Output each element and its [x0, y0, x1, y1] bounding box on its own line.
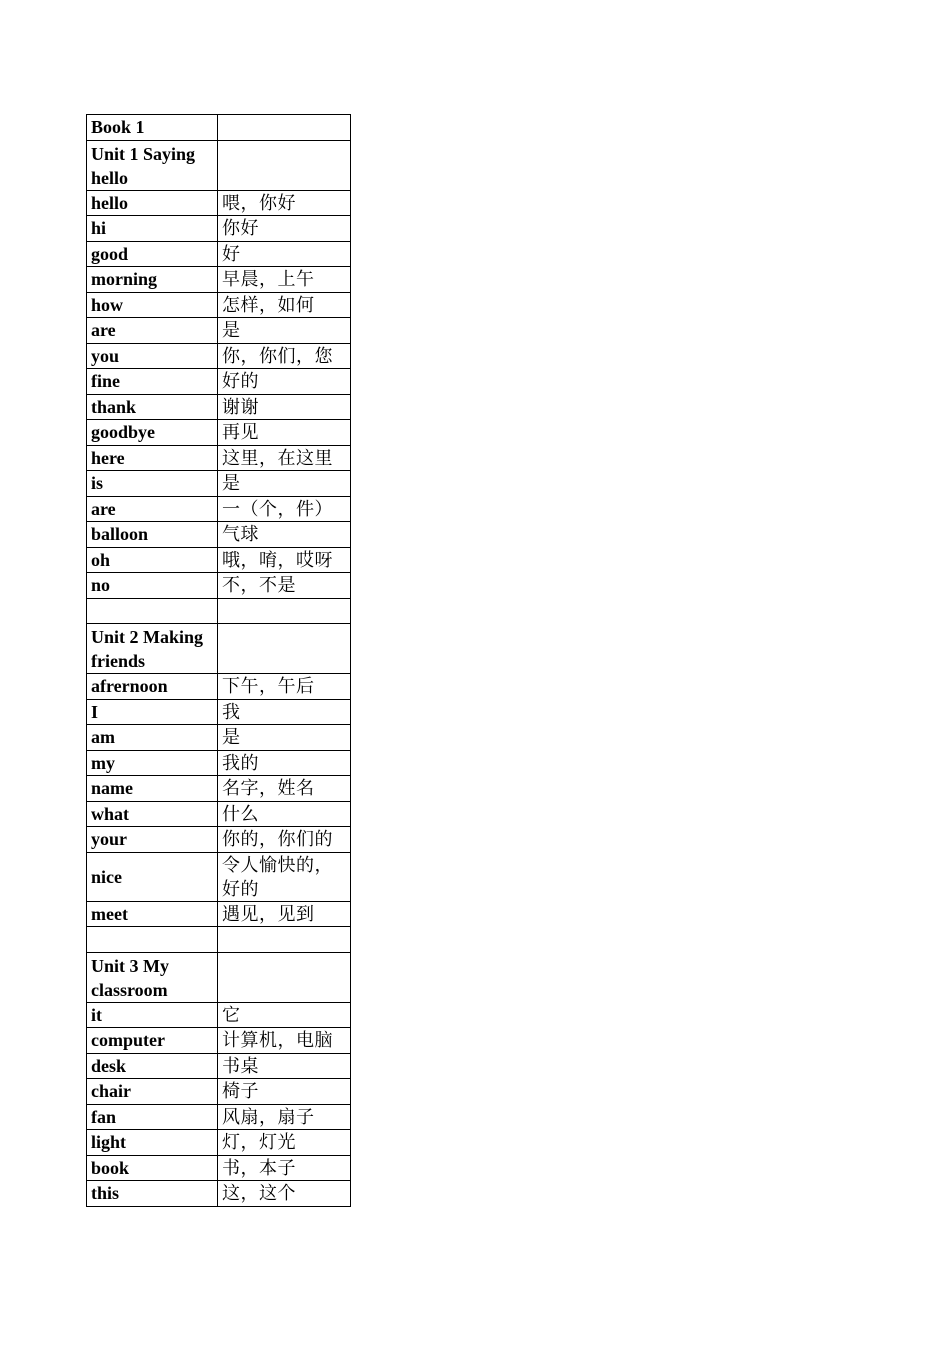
chinese-meaning: 怎样，如何	[218, 292, 351, 318]
english-word	[87, 598, 218, 624]
english-word: it	[87, 1002, 218, 1028]
unit-heading-row	[87, 952, 351, 1002]
chinese-meaning: 你好	[218, 216, 351, 242]
word-row	[87, 674, 351, 700]
word-row	[87, 852, 351, 901]
english-word	[87, 927, 218, 953]
chinese-meaning: 灯，灯光	[218, 1130, 351, 1156]
english-word: here	[87, 445, 218, 471]
vocabulary-table	[86, 114, 351, 1207]
chinese-meaning: 喂，你好	[218, 190, 351, 216]
chinese-meaning	[218, 115, 351, 141]
word-row	[87, 241, 351, 267]
english-word: balloon	[87, 522, 218, 548]
word-row	[87, 1002, 351, 1028]
book-title-row	[87, 115, 351, 141]
chinese-meaning: 早晨，上午	[218, 267, 351, 293]
english-word: hi	[87, 216, 218, 242]
chinese-meaning: 椅子	[218, 1079, 351, 1105]
chinese-meaning: 不，不是	[218, 573, 351, 599]
unit-heading-row	[87, 140, 351, 190]
chinese-meaning: 风扇，扇子	[218, 1104, 351, 1130]
word-row	[87, 1053, 351, 1079]
chinese-meaning	[218, 598, 351, 624]
chinese-meaning: 令人愉快的，好的	[218, 852, 351, 901]
english-word: I	[87, 699, 218, 725]
english-word: this	[87, 1181, 218, 1207]
english-word: oh	[87, 547, 218, 573]
chinese-meaning: 这，这个	[218, 1181, 351, 1207]
word-row	[87, 318, 351, 344]
english-word: hello	[87, 190, 218, 216]
unit-title: Unit 1 Saying hello	[87, 140, 218, 190]
blank-row	[87, 598, 351, 624]
chinese-meaning: 你的，你们的	[218, 827, 351, 853]
chinese-meaning: 气球	[218, 522, 351, 548]
chinese-meaning: 再见	[218, 420, 351, 446]
word-row	[87, 750, 351, 776]
english-word: book	[87, 1155, 218, 1181]
word-row	[87, 292, 351, 318]
chinese-meaning: 下午，午后	[218, 674, 351, 700]
word-row	[87, 1028, 351, 1054]
english-word: what	[87, 801, 218, 827]
word-row	[87, 522, 351, 548]
chinese-meaning: 什么	[218, 801, 351, 827]
chinese-meaning: 这里，在这里	[218, 445, 351, 471]
english-word: morning	[87, 267, 218, 293]
english-word: goodbye	[87, 420, 218, 446]
chinese-meaning: 计算机，电脑	[218, 1028, 351, 1054]
english-word: your	[87, 827, 218, 853]
english-word: thank	[87, 394, 218, 420]
chinese-meaning: 书桌	[218, 1053, 351, 1079]
english-word: how	[87, 292, 218, 318]
blank-row	[87, 927, 351, 953]
chinese-meaning: 它	[218, 1002, 351, 1028]
english-word: meet	[87, 901, 218, 927]
english-word: is	[87, 471, 218, 497]
word-row	[87, 1130, 351, 1156]
word-row	[87, 394, 351, 420]
word-row	[87, 1181, 351, 1207]
chinese-meaning	[218, 952, 351, 1002]
word-row	[87, 699, 351, 725]
word-row	[87, 1079, 351, 1105]
english-word: are	[87, 318, 218, 344]
english-word: good	[87, 241, 218, 267]
chinese-meaning: 好	[218, 241, 351, 267]
english-word: fan	[87, 1104, 218, 1130]
word-row	[87, 190, 351, 216]
english-word: no	[87, 573, 218, 599]
chinese-meaning: 是	[218, 471, 351, 497]
word-row	[87, 776, 351, 802]
book-title: Book 1	[87, 115, 218, 141]
chinese-meaning: 谢谢	[218, 394, 351, 420]
word-row	[87, 1104, 351, 1130]
english-word: chair	[87, 1079, 218, 1105]
english-word: nice	[87, 852, 218, 901]
english-word: are	[87, 496, 218, 522]
chinese-meaning: 遇见，见到	[218, 901, 351, 927]
chinese-meaning: 我的	[218, 750, 351, 776]
chinese-meaning: 我	[218, 699, 351, 725]
word-row	[87, 1155, 351, 1181]
word-row	[87, 827, 351, 853]
english-word: afrernoon	[87, 674, 218, 700]
chinese-meaning	[218, 927, 351, 953]
english-word: am	[87, 725, 218, 751]
word-row	[87, 573, 351, 599]
chinese-meaning	[218, 140, 351, 190]
chinese-meaning	[218, 624, 351, 674]
word-row	[87, 445, 351, 471]
word-row	[87, 216, 351, 242]
unit-title: Unit 2 Making friends	[87, 624, 218, 674]
word-row	[87, 343, 351, 369]
english-word: desk	[87, 1053, 218, 1079]
word-row	[87, 420, 351, 446]
english-word: my	[87, 750, 218, 776]
chinese-meaning: 书，本子	[218, 1155, 351, 1181]
word-row	[87, 496, 351, 522]
english-word: you	[87, 343, 218, 369]
word-row	[87, 725, 351, 751]
word-row	[87, 901, 351, 927]
english-word: name	[87, 776, 218, 802]
vocabulary-table-body	[87, 115, 351, 1207]
word-row	[87, 267, 351, 293]
chinese-meaning: 好的	[218, 369, 351, 395]
chinese-meaning: 名字，姓名	[218, 776, 351, 802]
chinese-meaning: 哦，唷，哎呀	[218, 547, 351, 573]
unit-heading-row	[87, 624, 351, 674]
word-row	[87, 369, 351, 395]
english-word: computer	[87, 1028, 218, 1054]
english-word: light	[87, 1130, 218, 1156]
english-word: fine	[87, 369, 218, 395]
word-row	[87, 547, 351, 573]
unit-title: Unit 3 My classroom	[87, 952, 218, 1002]
word-row	[87, 801, 351, 827]
word-row	[87, 471, 351, 497]
chinese-meaning: 是	[218, 725, 351, 751]
chinese-meaning: 你，你们，您	[218, 343, 351, 369]
chinese-meaning: 是	[218, 318, 351, 344]
chinese-meaning: 一（个，件）	[218, 496, 351, 522]
